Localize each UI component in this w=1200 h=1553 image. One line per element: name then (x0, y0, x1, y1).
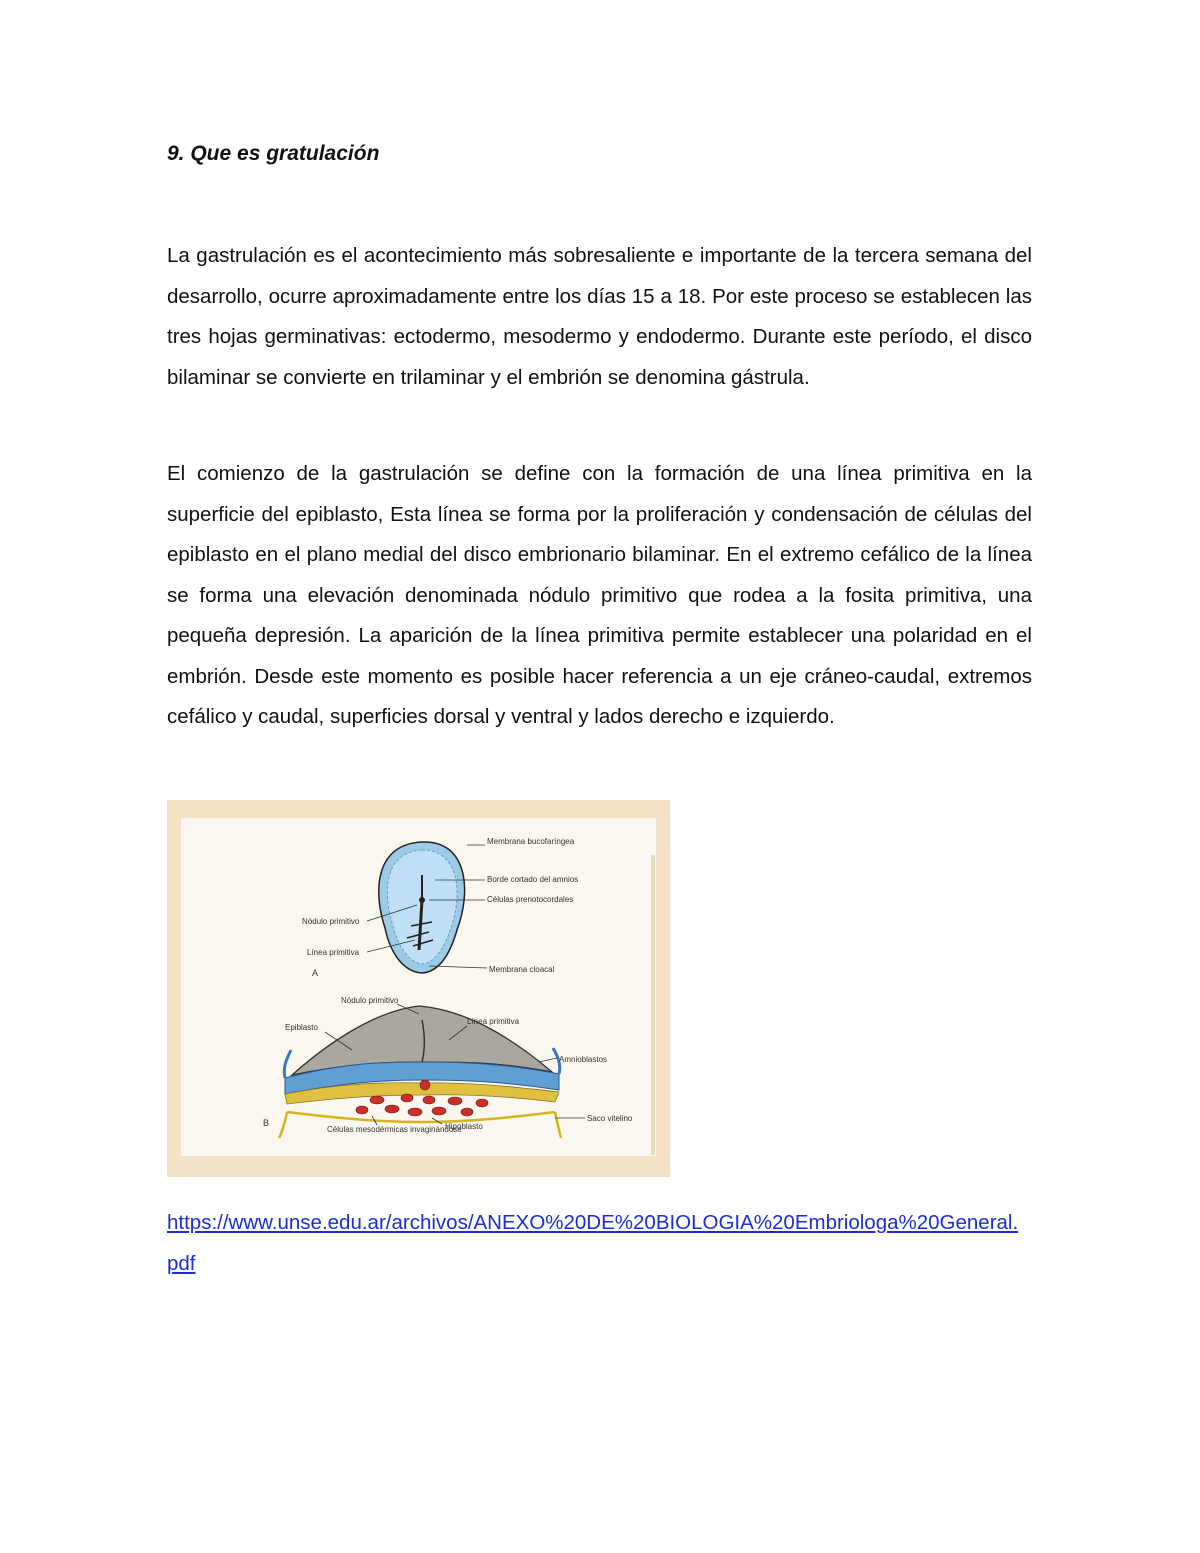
paragraph-1: La gastrulación es el acontecimiento más sobresaliente e importante de la tercera semana del desarrollo, ocurre aproximadamente entre los días 15 a 18. Por este proceso se establecen las tres hojas germinativas: ectodermo, mesodermo y endodermo. Durante este período, el disco bilaminar se convierte en trilaminar y el embrión se denomina gástrula. (167, 244, 1032, 389)
label-saco-vitelino: Saco vitelino (587, 1114, 633, 1123)
label-borde-amnios: Borde cortado del amnios (487, 875, 579, 884)
label-hipoblasto: Hipoblasto (445, 1122, 483, 1131)
label-membrana-bucofaringea: Membrana bucofaríngea (487, 837, 575, 846)
gastrulation-figure (167, 800, 670, 1177)
label-nodulo-primitivo-a: Nódulo primitivo (302, 917, 360, 926)
label-celulas-prenotocordales: Células prenotocordales (487, 895, 574, 904)
panel-b-letter: B (263, 1118, 270, 1128)
section-heading: 9. Que es gratulación (167, 142, 380, 165)
paragraph-2: El comienzo de la gastrulación se define con la formación de una línea primitiva en la superficie del epiblasto, Esta línea se forma por la proliferación y condensación de células del epiblasto en el plano medial del disco embrionario bilaminar. En el extremo cefálico de la línea se forma una elevación denominada nódulo primitivo que rodea a la fosita primitiva, una pequeña depresión. La aparición de la línea primitiva permite establecer una polaridad en el embrión. Desde este momento es posible hacer referencia a un eje cráneo-caudal, extremos cefálico y caudal, superficies dorsal y ventral y lados derecho e izquierdo. (167, 462, 1032, 728)
label-celulas-mesodermicas: Células mesodérmicas invaginándose (327, 1125, 462, 1134)
label-linea-primitiva-b: Línea primitiva (467, 1017, 520, 1026)
label-epiblasto: Epiblasto (285, 1023, 318, 1032)
gastrulation-illustration (167, 800, 670, 1177)
panel-a-letter: A (312, 968, 319, 978)
source-link[interactable]: https://www.unse.edu.ar/archivos/ANEXO%20DE%20BIOLOGIA%20Embriologa%20General.pdf (167, 1211, 1019, 1275)
label-nodulo-primitivo-b: Nódulo primitivo (341, 996, 399, 1005)
label-membrana-cloacal: Membrana cloacal (489, 965, 555, 974)
label-amnioblastos: Amnioblastos (559, 1055, 608, 1064)
label-linea-primitiva-a: Línea primitiva (307, 948, 360, 957)
